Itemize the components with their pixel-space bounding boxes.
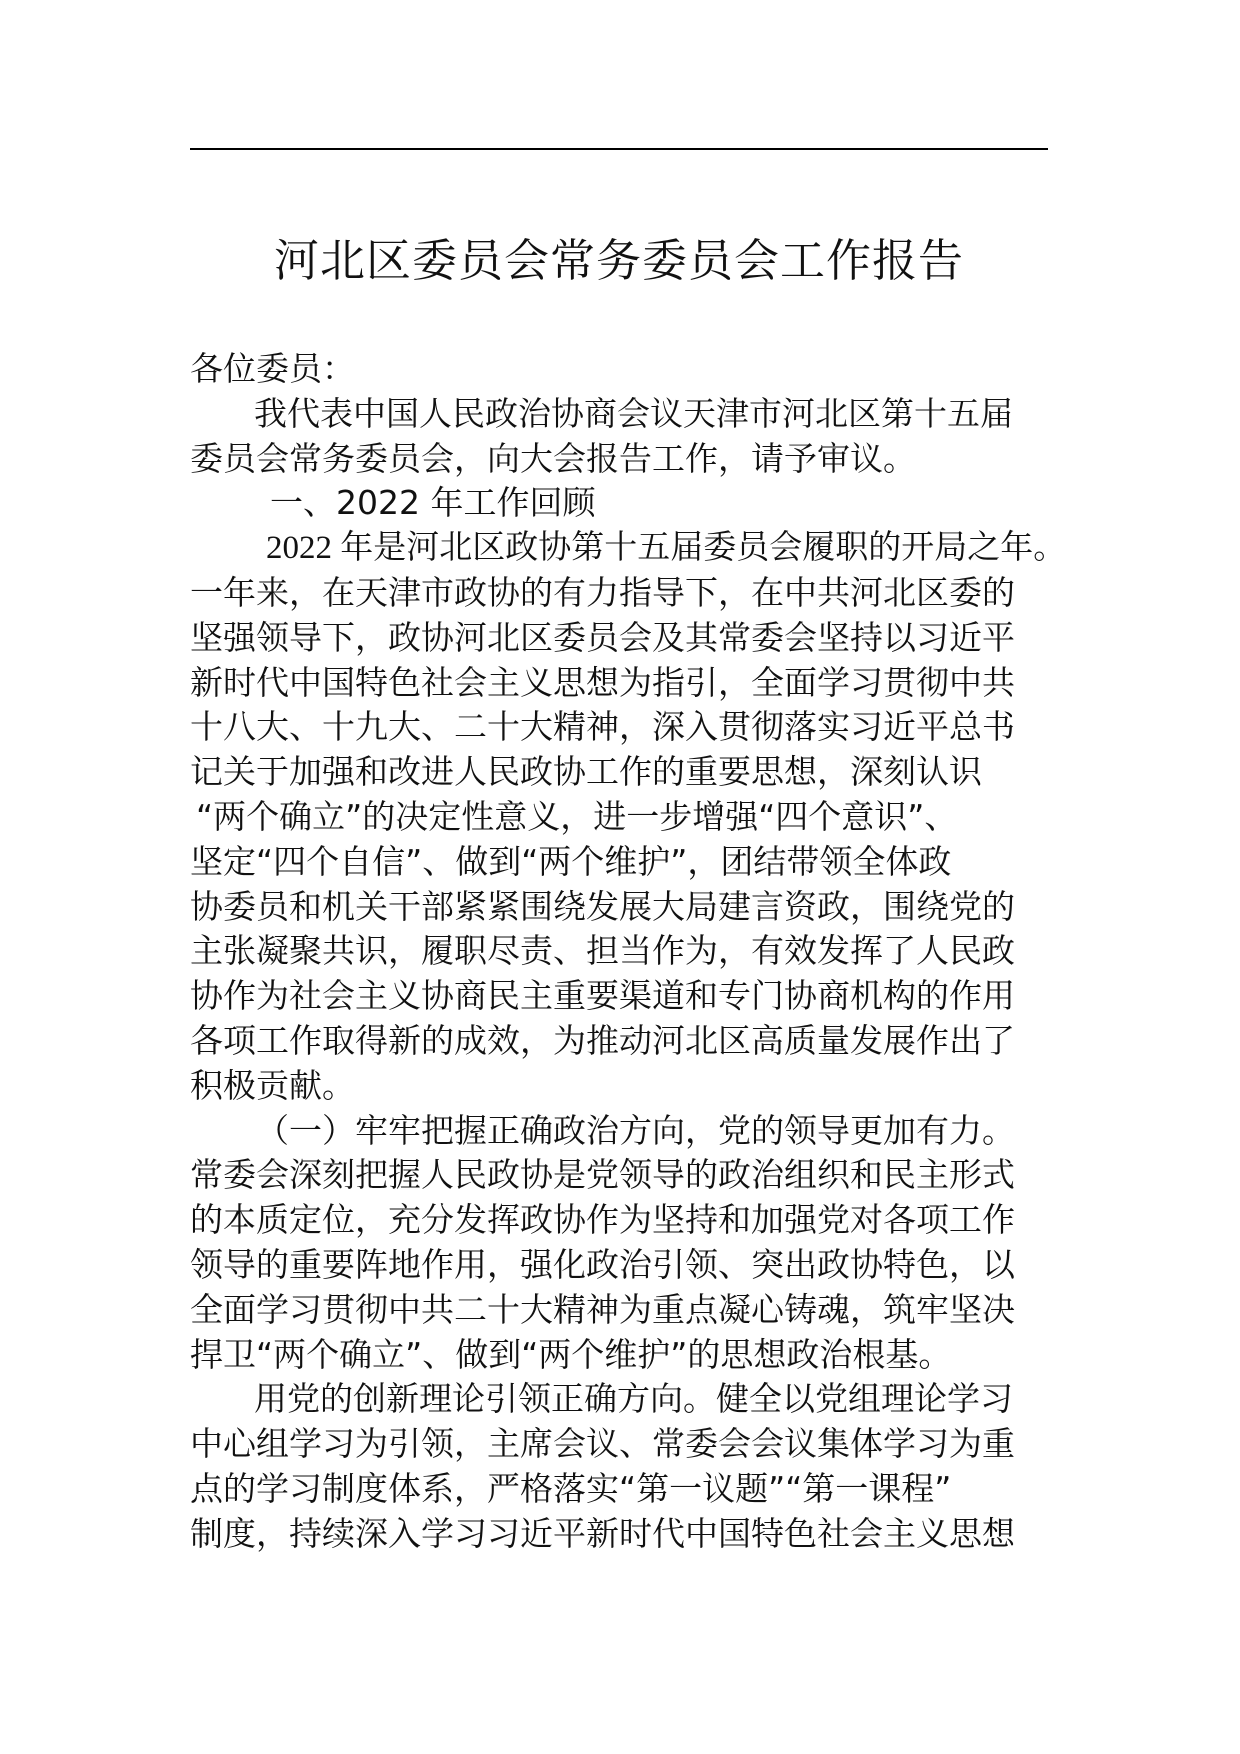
paragraph-line: 中心组学习为引领，主席会议、常委会会议集体学习为重 (190, 1424, 1015, 1464)
paragraph-line: 用党的创新理论引领正确方向。健全以党组理论学习 (254, 1379, 1013, 1419)
paragraph-line: 主张凝聚共识，履职尽责、担当作为，有效发挥了人民政 (190, 931, 1015, 971)
paragraph-line: 委员会常务委员会，向大会报告工作，请予审议。 (190, 438, 916, 478)
paragraph-line: 新时代中国特色社会主义思想为指引，全面学习贯彻中共 (190, 662, 1015, 702)
section-heading: 一、2022 年工作回顾 (270, 483, 596, 523)
paragraph-line: 十八大、十九大、二十大精神，深入贯彻落实习近平总书 (190, 707, 1015, 747)
paragraph-line: 坚定“四个自信”、做到“两个维护”，团结带领全体政 (190, 841, 952, 881)
paragraph-line: 全面学习贯彻中共二十大精神为重点凝心铸魂，筑牢坚决 (190, 1289, 1015, 1329)
paragraph-line: 协作为社会主义协商民主重要渠道和专门协商机构的作用 (190, 976, 1015, 1016)
paragraph-line: 记关于加强和改进人民政协工作的重要思想，深刻认识 (190, 752, 982, 792)
paragraph-line: 坚强领导下，政协河北区委员会及其常委会坚持以习近平 (190, 617, 1015, 657)
paragraph-line: 各项工作取得新的成效，为推动河北区高质量发展作出了 (190, 1020, 1015, 1060)
paragraph-line: 协委员和机关干部紧紧围绕发展大局建言资政，围绕党的 (190, 886, 1015, 926)
paragraph-line: 积极贡献。 (190, 1065, 355, 1105)
document-body (190, 347, 1067, 1557)
paragraph-line: “两个确立”的决定性意义，进一步增强“四个意识”、 (196, 796, 958, 836)
paragraph-line: 我代表中国人民政治协商会议天津市河北区第十五届 (254, 393, 1013, 433)
paragraph-line: 领导的重要阵地作用，强化政治引领、突出政协特色，以 (190, 1244, 1015, 1284)
salutation: 各位委员： (190, 349, 355, 388)
paragraph-line: 2022 年是河北区政协第十五届委员会履职的开局之年。 (266, 530, 1067, 567)
paragraph-line: 制度，持续深入学习习近平新时代中国特色社会主义思想 (190, 1513, 1015, 1553)
subsection-heading: （一）牢牢把握正确政治方向，党的领导更加有力。 (256, 1110, 1015, 1150)
paragraph-line: 捍卫“两个确立”、做到“两个维护”的思想政治根基。 (190, 1334, 952, 1374)
document-title: 河北区委员会常务委员会工作报告 (273, 234, 964, 287)
header-rule (190, 148, 1048, 150)
paragraph-line: 常委会深刻把握人民政协是党领导的政治组织和民主形式 (190, 1155, 1015, 1195)
paragraph-line: 一年来，在天津市政协的有力指导下，在中共河北区委的 (190, 572, 1015, 612)
paragraph-line: 点的学习制度体系，严格落实“第一议题”“第一课程” (190, 1468, 952, 1508)
paragraph-line: 的本质定位，充分发挥政协作为坚持和加强党对各项工作 (190, 1200, 1015, 1240)
